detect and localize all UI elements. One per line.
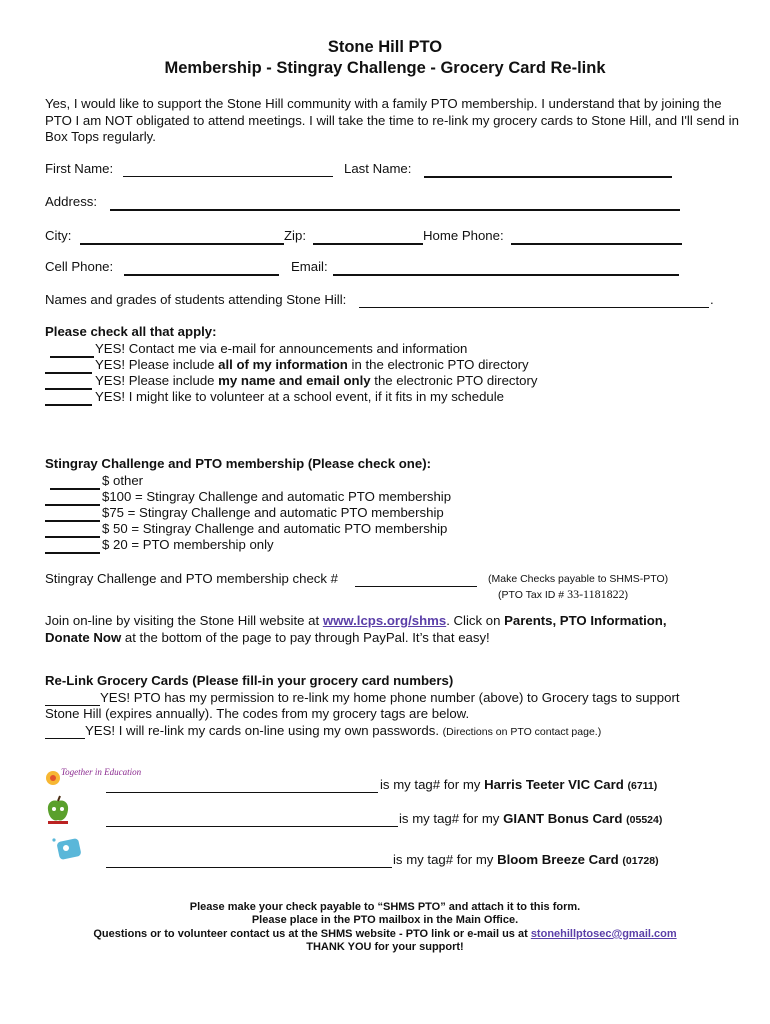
option-20: $ 20 = PTO membership only xyxy=(102,537,274,552)
together-in-education-logo xyxy=(44,764,142,792)
footer-line-4: THANK YOU for your support! xyxy=(306,941,464,953)
intro-paragraph: Yes, I would like to support the Stone Hill community with a family PTO membership. I understand that by joining the PTO I am NOT obligated to attend meetings. I will take the time to re-link my grocery cards to Stone Hill, and I'll send in Box Tops regularly. xyxy=(45,96,739,144)
check-item-volunteer: YES! I might like to volunteer at a school event, if it fits in my schedule xyxy=(95,389,505,404)
check-item-all-info: YES! Please include all of my information in the electronic PTO directory xyxy=(95,357,529,372)
email-field[interactable] xyxy=(333,262,679,276)
option-line-20[interactable] xyxy=(45,540,100,554)
online-line-2: Donate Now at the bottom of the page to pay through PayPal. It’s that easy! xyxy=(45,630,490,645)
option-line-75[interactable] xyxy=(45,508,100,522)
students-period: . xyxy=(710,292,714,307)
check-all-heading: Please check all that apply: xyxy=(45,324,217,339)
shms-website-link[interactable]: www.lcps.org/shms xyxy=(322,613,447,628)
city-field[interactable] xyxy=(80,231,284,245)
giant-line: is my tag# for my GIANT Bonus Card (05524) xyxy=(399,811,663,826)
relink-self-text: YES! I will re-link my cards on-line using my own passwords. (Directions on PTO contact page.) xyxy=(85,723,602,738)
pto-email-link[interactable]: stonehillptosec@gmail.com xyxy=(530,928,677,940)
relink-permission-text-2: Stone Hill (expires annually). The codes from my grocery tags are below. xyxy=(45,706,470,721)
option-line-50[interactable] xyxy=(45,524,100,538)
option-75: $75 = Stingray Challenge and automatic PTO membership xyxy=(102,505,444,520)
relink-self-line[interactable] xyxy=(45,726,85,739)
checkbox-line-all-info[interactable] xyxy=(45,360,92,374)
form-org-title: Stone Hill PTO xyxy=(327,38,443,56)
relink-heading: Re-Link Grocery Cards (Please fill-in your grocery card numbers) xyxy=(45,673,454,688)
first-name-field[interactable] xyxy=(123,164,333,177)
email-label: Email: xyxy=(291,259,328,274)
home-phone-field[interactable] xyxy=(511,231,682,245)
online-line-1: Join on-line by visiting the Stone Hill website at www.lcps.org/shms. Click on Parents, PTO Information, xyxy=(45,613,667,628)
svg-text:Together in Education: Together in Education xyxy=(61,767,142,777)
bloom-card-logo xyxy=(50,834,86,864)
checkbox-line-email[interactable] xyxy=(50,344,94,358)
students-label: Names and grades of students attending Stone Hill: xyxy=(45,292,347,307)
payable-note: (Make Checks payable to SHMS-PTO) xyxy=(488,573,669,585)
cell-phone-field[interactable] xyxy=(124,262,279,276)
checkbox-line-volunteer[interactable] xyxy=(45,392,92,406)
check-number-label: Stingray Challenge and PTO membership check # xyxy=(45,571,338,586)
stingray-heading: Stingray Challenge and PTO membership (Please check one): xyxy=(45,456,431,471)
last-name-label: Last Name: xyxy=(344,161,412,176)
first-name-label: First Name: xyxy=(45,161,114,176)
address-label: Address: xyxy=(45,194,98,209)
option-line-100[interactable] xyxy=(45,492,100,506)
footer-line-1: Please make your check payable to “SHMS PTO” and attach it to this form. xyxy=(189,901,581,913)
harris-teeter-tag-field[interactable] xyxy=(106,780,378,793)
giant-tag-field[interactable] xyxy=(106,814,398,827)
option-other: $ other xyxy=(102,473,144,488)
relink-permission-line[interactable] xyxy=(45,693,100,706)
check-item-name-email: YES! Please include my name and email only the electronic PTO directory xyxy=(95,373,538,388)
home-phone-label: Home Phone: xyxy=(423,228,504,243)
footer-line-3: Questions or to volunteer contact us at the SHMS website - PTO link or e-mail us at stonehillptosec@gmail.com xyxy=(93,928,677,940)
students-field[interactable] xyxy=(359,295,709,308)
last-name-field[interactable] xyxy=(424,164,672,178)
giant-apple-logo xyxy=(44,795,72,825)
city-label: City: xyxy=(45,228,72,243)
footer-line-2: Please place in the PTO mailbox in the Main Office. xyxy=(251,914,519,926)
address-field[interactable] xyxy=(110,197,680,211)
tax-id-note: (PTO Tax ID # 33-1181822) xyxy=(498,587,629,601)
bloom-tag-field[interactable] xyxy=(106,855,392,868)
cell-phone-label: Cell Phone: xyxy=(45,259,114,274)
zip-field[interactable] xyxy=(313,231,423,245)
zip-label: Zip: xyxy=(284,228,306,243)
relink-permission-text: YES! PTO has my permission to re-link my home phone number (above) to Grocery tags to support xyxy=(100,690,680,705)
checkbox-line-name-email[interactable] xyxy=(45,376,92,390)
check-number-field[interactable] xyxy=(355,574,477,587)
form-subtitle: Membership - Stingray Challenge - Grocery Card Re-link xyxy=(164,59,606,77)
harris-teeter-line: is my tag# for my Harris Teeter VIC Card (6711) xyxy=(380,777,658,792)
option-100: $100 = Stingray Challenge and automatic PTO membership xyxy=(102,489,452,504)
option-50: $ 50 = Stingray Challenge and automatic PTO membership xyxy=(102,521,448,536)
option-line-other[interactable] xyxy=(50,476,100,490)
check-item-email: YES! Contact me via e-mail for announcements and information xyxy=(95,341,468,356)
bloom-line: is my tag# for my Bloom Breeze Card (01728) xyxy=(393,852,659,867)
